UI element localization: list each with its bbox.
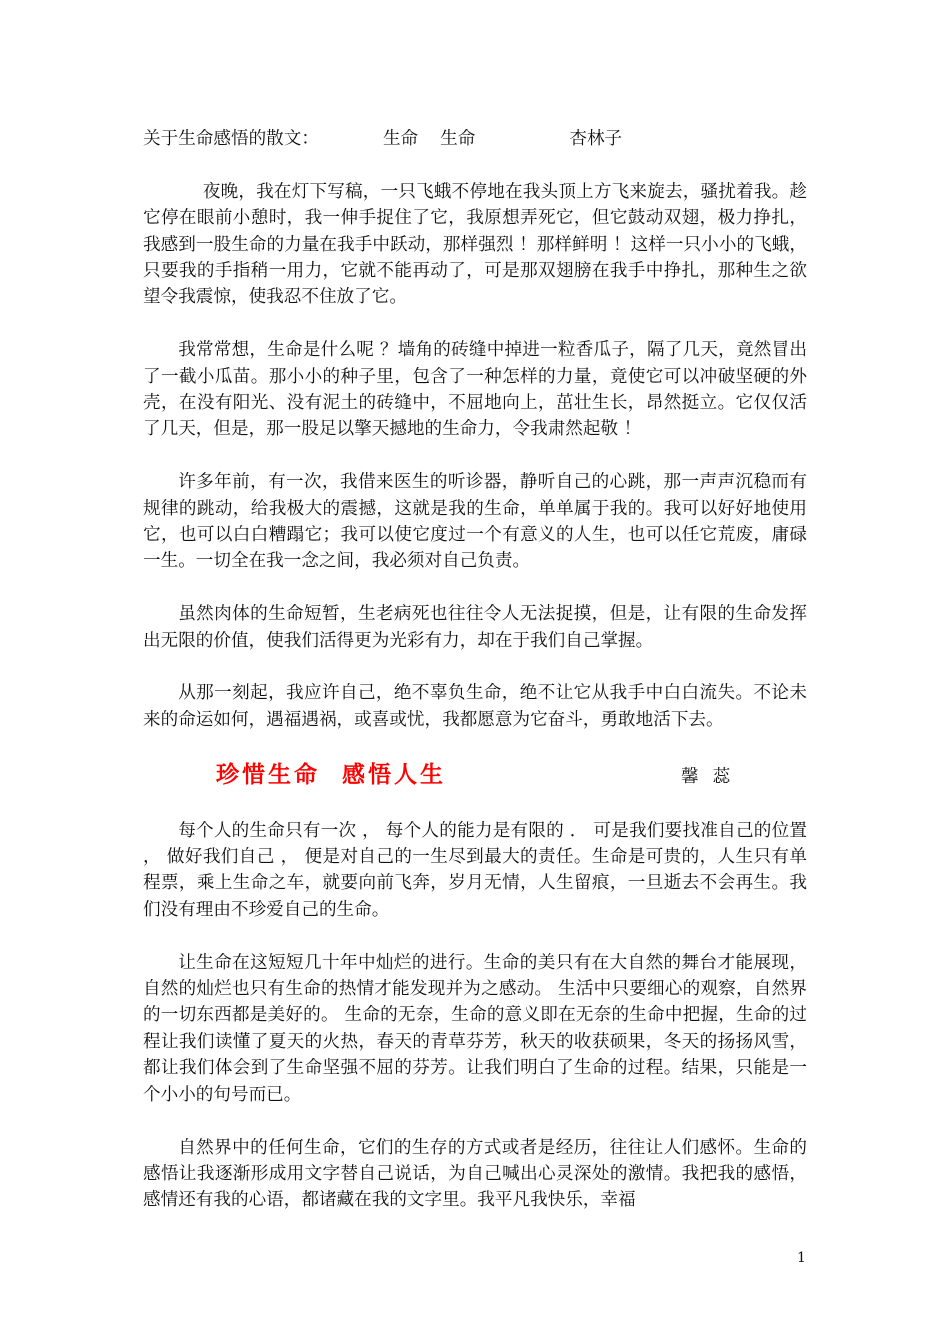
essay1-paragraph: 从那一刻起，我应许自己，绝不辜负生命，绝不让它从我手中白白流失。不论未来的命运如何，遇福遇祸，或喜或忧，我都愿意为它奋斗，勇敢地活下去。: [143, 683, 807, 730]
page-number: 1: [797, 1250, 806, 1266]
essay1-paragraph: 许多年前，有一次，我借来医生的听诊器，静听自己的心跳，那一声声沉稳而有规律的跳动，给我极大的震撼，这就是我的生命，单单属于我的。我可以好好地使用它，也可以白白糟蹋它；我可以使它度过一个有意义的人生，也可以任它荒废，庸碌一生。一切全在我一念之间，我必须对自己负责。: [143, 472, 807, 572]
page-content: [143, 126, 807, 1240]
essay2-heading: [143, 760, 807, 794]
essay2-paragraph: 自然界中的任何生命，它们的生存的方式或者是经历，往往让人们感怀。生命的感悟让我逐渐形成用文字替自己说话，为自己喊出心灵深处的激情。我把我的感悟，感情还有我的心语，都诸藏在我的文字里。我平凡我快乐，幸福: [143, 1137, 807, 1211]
essay1-paragraph: 我常常想，生命是什么呢 ？墙角的砖缝中掉进一粒香瓜子，隔了几天，竟然冒出了一截小瓜苗。那小小的种子里，包含了一种怎样的力量，竟使它可以冲破坚硬的外壳，在没有阳光、没有泥土的砖缝中，不屈地向上，茁壮生长，昂然挺立。它仅仅活了几天，但是，那一股足以擎天撼地的生命力，令我肃然起敬 ！: [143, 340, 807, 440]
essay1-paragraph: 虽然肉体的生命短暂，生老病死也往往令人无法捉摸，但是，让有限的生命发挥出无限的价值，使我们活得更为光彩有力，却在于我们自己掌握。: [143, 604, 807, 651]
essay1-paragraph: 夜晚，我在灯下写稿，一只飞蛾不停地在我头顶上方飞来旋去，骚扰着我。趁它停在眼前小憩时，我一伸手捉住了它，我原想弄死它，但它鼓动双翅，极力挣扎，我感到一股生命的力量在我手中跃动，那样强烈 ！那样鲜明 ！这样一只小小的飞蛾，只要我的手指稍一用力，它就不能再动了，可是那双翅膀在我手中挣扎，那种生之欲望令我震惊，使我忍不住放了它。: [143, 181, 807, 308]
essay2-author: 馨蕊: [681, 766, 745, 787]
essay1-title-b: 生命: [440, 129, 476, 149]
essay2-title-b: 感悟人生: [342, 761, 446, 788]
essay1-title-line: [143, 126, 807, 152]
essay2-paragraph: 让生命在这短短几十年中灿烂的进行。生命的美只有在大自然的舞台才能展现，自然的灿烂也只有生命的热情才能发现并为之感动。 生活中只要细心的观察，自然界的一切东西都是美好的。 生命的无奈，生命的意义即在无奈的生命中把握，生命的过程让我们读懂了夏天的火热，春天的青草芬芳，秋天的收获硕果，冬天的扬扬风雪，都让我们体会到了生命坚强不屈的芬芳。让我们明白了生命的过程。结果，只能是一个小小的句号而已。: [143, 952, 807, 1105]
essay1-intro: 关于生命感悟的散文：: [143, 129, 319, 149]
essay2-title-a: 珍惜生命: [216, 761, 320, 788]
essay1-author: 杏林子: [569, 129, 623, 149]
essay2-paragraph: 每个人的生命只有一次 ， 每个人的能力是有限的 ． 可是我们要找准自己的位置 ， 做好我们自己 ， 便是对自己的一生尽到最大的责任。生命是可贵的，人生只有单程票，乘上生命之车，就要向前飞奔，岁月无情，人生留痕，一旦逝去不会再生。我们没有理由不珍爱自己的生命。: [143, 820, 807, 920]
essay2-title: [216, 760, 446, 790]
essay1-title-a: 生命: [382, 129, 419, 149]
